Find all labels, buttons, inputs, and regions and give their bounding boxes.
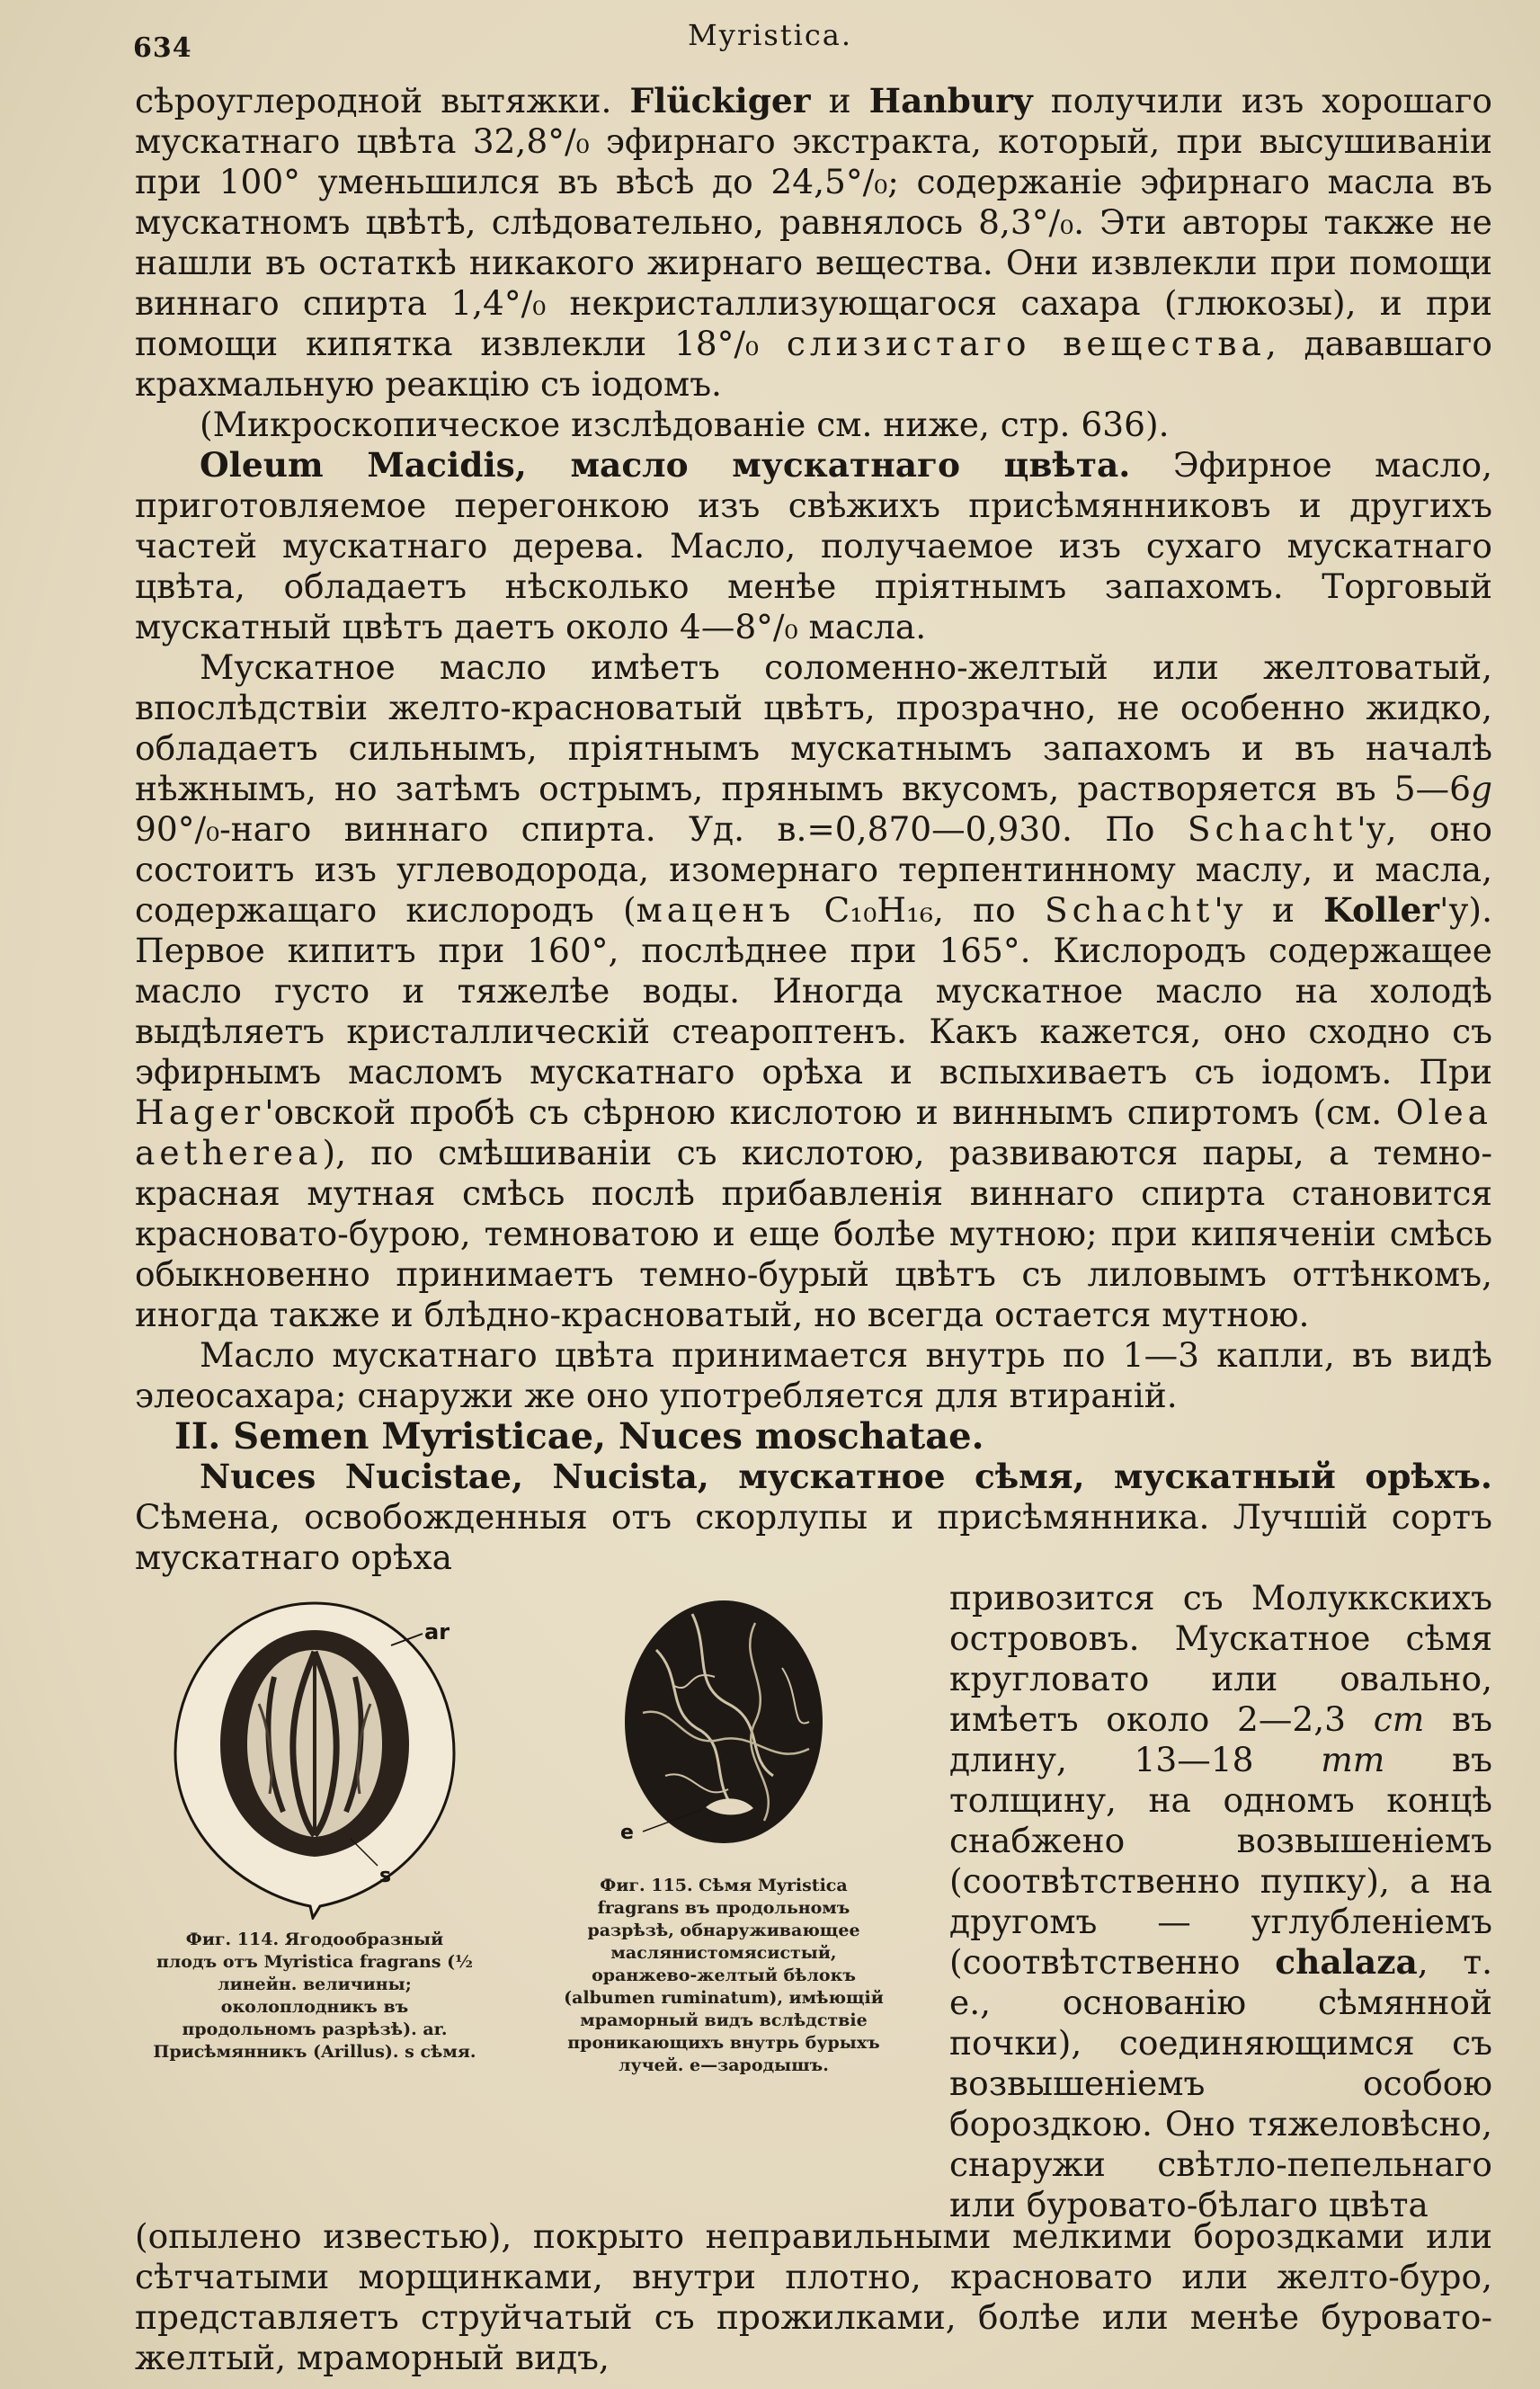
page-number: 634: [133, 32, 192, 64]
label-ar: ar: [424, 1619, 450, 1645]
label-e: e: [620, 1822, 634, 1844]
author-name: Schacht: [1187, 809, 1358, 849]
figure-115-caption: Фиг. 115. Сѣмя Myristica fragrans въ продольномъ разрѣзѣ, обнаруживающее маслянистомясистый, оранжево-желтый бѣлокъ (albumen ruminatum), имѣющій мраморный видъ вслѣдствіе проникающихъ внутрь бурыхъ лучей. e—зародышъ.: [564, 1876, 884, 2075]
label-s: s: [379, 1865, 392, 1887]
author-name: Flückiger: [629, 81, 811, 120]
spaced-term: маценъ: [636, 890, 796, 930]
body-text: [135, 81, 1492, 2378]
cross-ref: Olea aetherea: [135, 1092, 1492, 1172]
term-heading: Oleum Macidis, масло мускатнаго цвѣта.: [200, 445, 1131, 485]
paragraph-5: Масло мускатнаго цвѣта принимается внутрь по 1—3 капли, въ видѣ элеосахара; снаружи же оно употребляется для втираній.: [135, 1335, 1492, 1415]
paragraph-nuces: Nuces Nucistae, Nucista, мускатное сѣмя, мускатный орѣхъ. Сѣмена, освобожденныя отъ скорлупы и присѣмянника. Лучшій сортъ мускатнаго орѣха: [135, 1457, 1492, 1577]
author-name: Schacht: [1044, 890, 1215, 930]
figure-114: [153, 1596, 476, 2064]
section-heading: II. Semen Myristicae, Nuces moschatae.: [174, 1415, 984, 1457]
side-column-text: привозится съ Молуккскихъ острововъ. Мускатное сѣмя кругловато или овально, имѣетъ около 2—2,3 cm въ длину, 13—18 mm въ толщину, на одномъ концѣ снабжено возвышеніемъ (соотвѣтственно пупку), а на другомъ — углубленіемъ (соотвѣтственно chalaza, т. е., основанію сѣмянной почки), соединяющимся съ возвышеніемъ особою бороздкою. Оно тяжеловѣсно, снаружи свѣтло-пепельнаго или буровато-бѣлаго цвѣта: [949, 1578, 1492, 2224]
paragraph-final: (опылено известью), покрыто неправильными мелкими бороздками или сѣтчатыми морщинками, внутри плотно, красновато или желто-буро, представляетъ струйчатый съ прожилками, болѣе или менѣе буровато-желтый, мраморный видъ,: [135, 2216, 1492, 2377]
paragraph-oleum-macidis: Oleum Macidis, масло мускатнаго цвѣта. Эфирное масло, приготовляемое перегонкою изъ свѣжихъ присѣмянниковъ и другихъ частей мускатнаго дерева. Масло, получаемое изъ сухаго мускатнаго цвѣта, обладаетъ нѣсколько менѣе пріятнымъ запахомъ. Торговый мускатный цвѣтъ даетъ около 4—8°/₀ масла.: [135, 445, 1492, 646]
paragraph-2: (Микроскопическое изслѣдованіе см. ниже, стр. 636).: [200, 405, 1170, 444]
figure-114-caption: Фиг. 114. Ягодообразный плодъ отъ Myristica fragrans (½ линейн. величины; околоплодникъ въ продольномъ разрѣзѣ). ar. Присѣмянникъ (Arillus). s сѣмя.: [153, 1930, 476, 2062]
seed-section-illustration: [557, 1596, 890, 1866]
paragraph-1: сѣроуглеродной вытяжки. Flückiger и Hanbury получили изъ хорошаго мускатнаго цвѣта 32,8°/₀ эфирнаго экстракта, который, при высушиваніи при 100° уменьшился въ вѣсѣ до 24,5°/₀; содержаніе эфирнаго масла въ мускатномъ цвѣтѣ, слѣдовательно, равнялось 8,3°/₀. Эти авторы также не нашли въ остаткѣ никакого жирнаго вещества. Они извлекли при помощи виннаго спирта 1,4°/₀ некристаллизующагося сахара (глюкозы), и при помощи кипятка извлекли 18°/₀ слизистаго вещества, дававшаго крахмальную реакцію съ іодомъ.: [135, 81, 1492, 404]
spaced-term: слизистаго вещества: [786, 324, 1266, 363]
term: chalaza: [1275, 1942, 1418, 1982]
page-header: [0, 9, 1540, 63]
running-head: Myristica.: [687, 18, 853, 52]
paragraph-4: Мускатное масло имѣетъ соломенно-желтый или желтоватый, впослѣдствіи желто-красноватый цвѣтъ, прозрачно, не особенно жидко, обладаетъ сильнымъ, пріятнымъ мускатнымъ запахомъ и въ началѣ нѣжнымъ, но затѣмъ острымъ, прянымъ вкусомъ, растворяется въ 5—6g 90°/₀-наго виннаго спирта. Уд. в.=0,870—0,930. По Schacht'у, оно состоитъ изъ углеводорода, изомернаго терпентинному маслу, и масла, содержащаго кислородъ (маценъ C₁₀H₁₆, по Schacht'у и Koller'у). Первое кипитъ при 160°, послѣднее при 165°. Кислородъ содержащее масло густо и тяжелѣе воды. Иногда мускатное масло на холодѣ выдѣляетъ кристаллическій стеароптенъ. Какъ кажется, оно сходно съ эфирнымъ масломъ мускатнаго орѣха и вспыхиваетъ съ іодомъ. При Hager'овской пробѣ съ сѣрною кислотою и виннымъ спиртомъ (см. Olea aetherea), по смѣшиваніи съ кислотою, развиваются пары, а темно-красная мутная смѣсь послѣ прибавленія виннаго спирта становится красновато-бурою, темноватою и еще болѣе мутною; при кипяченіи смѣсь обыкновенно принимаетъ темно-бурый цвѣтъ съ лиловымъ оттѣнкомъ, иногда также и блѣдно-красноватый, но всегда остается мутною.: [135, 647, 1492, 1334]
figure-115: [557, 1596, 890, 2077]
figure-zone: [135, 1578, 1492, 2224]
fruit-illustration: [153, 1596, 476, 1920]
term-heading: Nuces Nucistae, Nucista, мускатное сѣмя, мускатный орѣхъ.: [200, 1457, 1492, 1496]
author-name: Koller: [1323, 890, 1440, 930]
author-name: Hager: [135, 1092, 265, 1132]
author-name: Hanbury: [868, 81, 1033, 120]
